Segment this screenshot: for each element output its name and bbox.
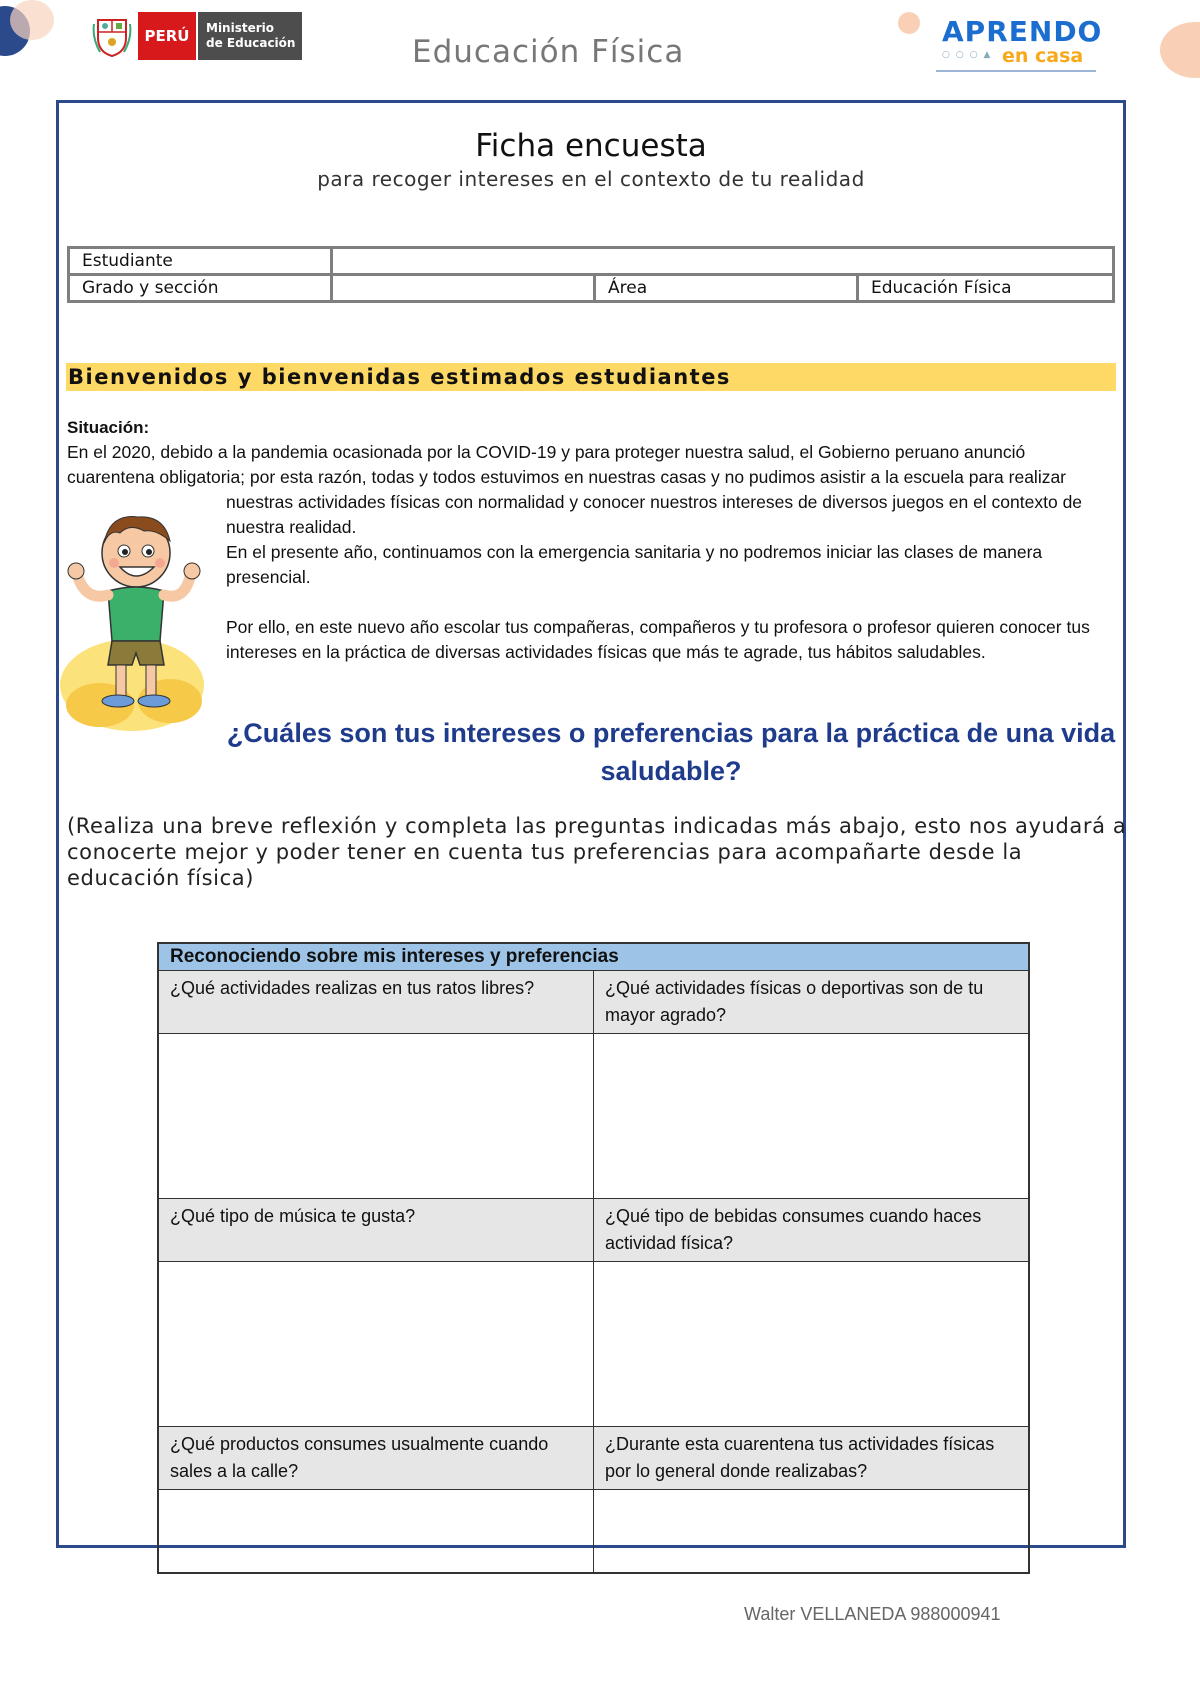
instruction-text: (Realiza una breve reflexión y completa las preguntas indicadas más abajo, esto nos ayudará a conocerte mejor y poder tener en cuenta tus preferencias para acompañarte desde la educación física) xyxy=(67,814,1127,890)
answer-field-1[interactable] xyxy=(158,1034,594,1199)
aprendo-underline xyxy=(936,70,1096,72)
answer-field-2[interactable] xyxy=(594,1034,1030,1199)
welcome-banner: Bienvenidos y bienvenidas estimados estudiantes xyxy=(66,363,1116,391)
ministry-logo xyxy=(90,10,302,62)
coat-of-arms-icon xyxy=(90,13,134,59)
grade-field[interactable] xyxy=(332,275,595,302)
aprendo-dots-icon: ○○○▲ xyxy=(942,50,997,60)
answer-field-5[interactable] xyxy=(158,1490,594,1574)
footer-author: Walter VELLANEDA 988000941 xyxy=(744,1604,1001,1624)
student-label: Estudiante xyxy=(69,248,332,275)
student-field[interactable] xyxy=(332,248,1114,275)
survey-heading: Reconociendo sobre mis intereses y preferencias xyxy=(158,943,1029,971)
situation-paragraph-1-end: nuestras actividades físicas con normalidad y conocer nuestros intereses de diversos juegos en el contexto de nuestra realidad. xyxy=(226,492,1083,537)
cartoon-boy-illustration xyxy=(60,505,210,733)
situation-line-1: En el 2020, debido a la pandemia ocasionada por la COVID-19 y para proteger nuestra salud, el Gobierno peruano anunció xyxy=(67,442,1026,462)
answer-field-3[interactable] xyxy=(158,1262,594,1427)
area-label: Área xyxy=(595,275,858,302)
survey-table xyxy=(157,942,1030,1574)
en-casa-text: en casa xyxy=(1002,45,1084,67)
survey-question: ¿Qué actividades realizas en tus ratos libres? xyxy=(158,971,594,1034)
main-question: ¿Cuáles son tus intereses o preferencias para la práctica de una vida saludable? xyxy=(226,718,1116,786)
answer-field-6[interactable] xyxy=(594,1490,1030,1574)
answer-field-4[interactable] xyxy=(594,1262,1030,1427)
decorative-blob-small xyxy=(898,12,920,34)
aprendo-text: APRENDO xyxy=(942,15,1103,48)
situation-paragraph-1 xyxy=(67,440,1127,490)
area-value: Educación Física xyxy=(858,275,1114,302)
subject-header: Educación Física xyxy=(412,34,685,70)
survey-question: ¿Qué actividades físicas o deportivas son de tu mayor agrado? xyxy=(594,971,1030,1034)
survey-question: ¿Durante esta cuarentena tus actividades físicas por lo general donde realizabas? xyxy=(594,1427,1030,1490)
document-subtitle: para recoger intereses en el contexto de tu realidad xyxy=(317,167,865,191)
survey-question: ¿Qué tipo de bebidas consumes cuando haces actividad física? xyxy=(594,1199,1030,1262)
ministry-line-2: de Educación xyxy=(206,36,296,50)
document-title: Ficha encuesta xyxy=(475,128,707,164)
ministry-label xyxy=(198,12,302,60)
student-info-table xyxy=(67,246,1115,303)
survey-question: ¿Qué productos consumes usualmente cuando sales a la calle? xyxy=(158,1427,594,1490)
decorative-blob-left-peach xyxy=(10,0,54,40)
situation-paragraph-3: Por ello, en este nuevo año escolar tus compañeras, compañeros y tu profesora o profesor quieren conocer tus intereses en la práctica de diversas actividades físicas que más te agrade, tus hábitos saludables. xyxy=(226,617,1090,662)
decorative-blob-right xyxy=(1160,22,1200,78)
grade-label: Grado y sección xyxy=(69,275,332,302)
situation-paragraph-continued xyxy=(226,490,1116,665)
situation-label: Situación: xyxy=(67,418,150,437)
aprendo-en-casa-logo xyxy=(942,15,1103,72)
situation-line-2: cuarentena obligatoria; por esta razón, todas y todos estuvimos en nuestras casas y no pudimos asistir a la escuela para realizar xyxy=(67,467,1067,487)
ministry-line-1: Ministerio xyxy=(206,21,275,35)
situation-paragraph-2: En el presente año, continuamos con la emergencia sanitaria y no podremos iniciar las clases de manera presencial. xyxy=(226,542,1043,587)
peru-label: PERÚ xyxy=(138,12,196,60)
survey-question: ¿Qué tipo de música te gusta? xyxy=(158,1199,594,1262)
